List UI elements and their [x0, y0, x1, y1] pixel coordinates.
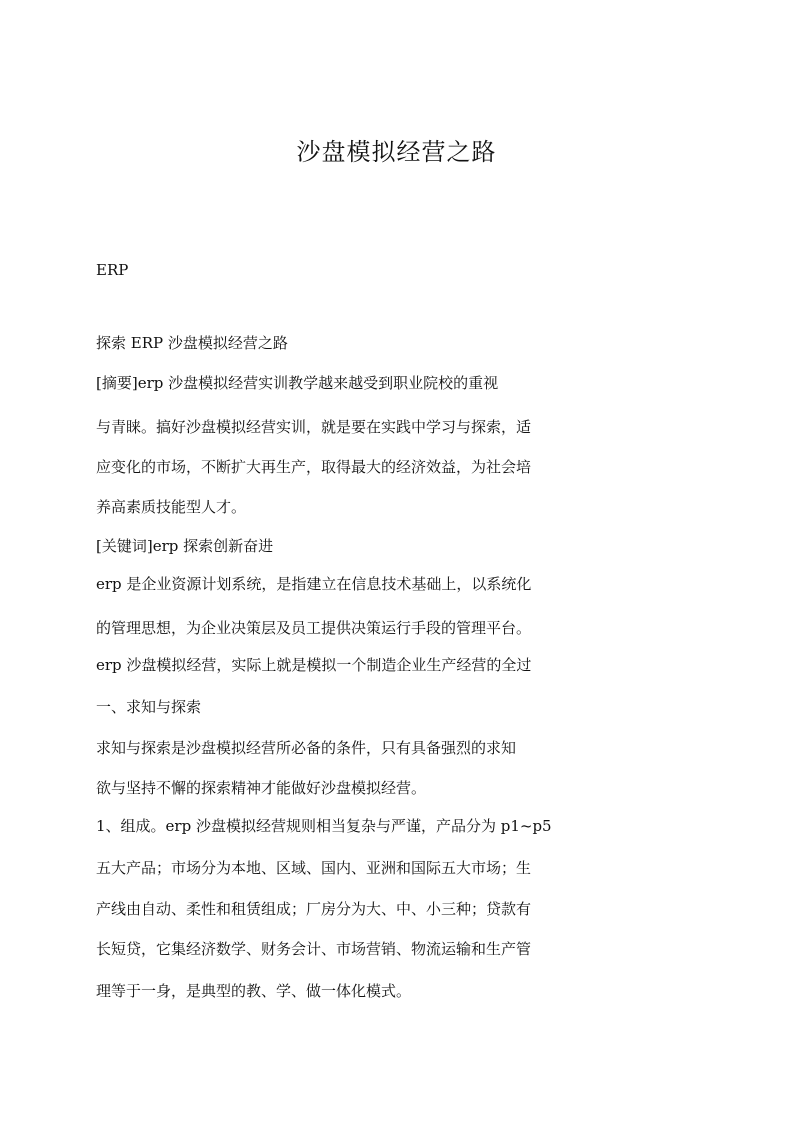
body-line-10: 理等于一身，是典型的教、学、做一体化模式。	[96, 982, 412, 1000]
body-line-8: 产线由自动、柔性和租赁组成；厂房分为大、中、小三种；贷款有	[96, 900, 532, 918]
body-line-6: 1、组成。erp 沙盘模拟经营规则相当复杂与严谨，产品分为 p1~p5	[96, 817, 552, 835]
section-label-erp: ERP	[96, 261, 129, 279]
body-line-5: 欲与坚持不懈的探索精神才能做好沙盘模拟经营。	[96, 779, 427, 797]
keywords-line: [关键词]erp 探索创新奋进	[96, 537, 274, 555]
subtitle-line: 探索 ERP 沙盘模拟经营之路	[96, 334, 288, 352]
body-line-2: 的管理思想，为企业决策层及员工提供决策运行手段的管理平台。	[96, 619, 532, 637]
section-heading-1: 一、求知与探索	[96, 698, 202, 716]
abstract-line-1: [摘要]erp 沙盘模拟经营实训教学越来越受到职业院校的重视	[96, 374, 499, 392]
abstract-line-3: 应变化的市场，不断扩大再生产，取得最大的经济效益，为社会培	[96, 458, 532, 476]
body-line-9: 长短贷，它集经济数学、财务会计、市场营销、物流运输和生产管	[96, 940, 532, 958]
body-line-3: erp 沙盘模拟经营，实际上就是模拟一个制造企业生产经营的全过	[96, 656, 532, 674]
body-line-7: 五大产品；市场分为本地、区域、国内、亚洲和国际五大市场；生	[96, 859, 532, 877]
abstract-line-2: 与青睐。搞好沙盘模拟经营实训，就是要在实践中学习与探索，适	[96, 418, 532, 436]
body-line-1: erp 是企业资源计划系统，是指建立在信息技术基础上，以系统化	[96, 575, 532, 593]
abstract-line-4: 养高素质技能型人才。	[96, 498, 247, 516]
document-title: 沙盘模拟经营之路	[296, 138, 497, 166]
body-line-4: 求知与探索是沙盘模拟经营所必备的条件，只有具备强烈的求知	[96, 739, 517, 757]
